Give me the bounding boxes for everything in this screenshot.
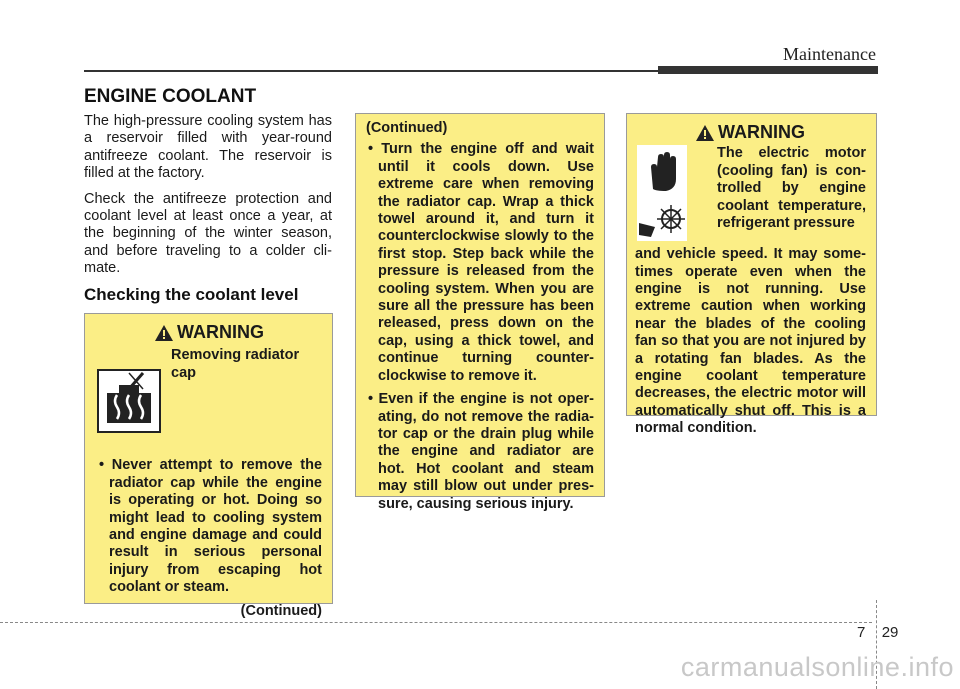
intro-paragraph-2: Check the antifreeze protection and coolant level at least once a year, at the beginning of the winter season, and before traveling to a colder cli-mate. — [84, 190, 332, 277]
warning-text-below: and vehicle speed. It may some-times operate even when the engine is not running. Use extreme caution when working near the blades of the cooling fan so that you are not injured by a rotating fan blades. As the engine coolant temperature decreases, the electric motor will automatically shut off. This is a normal condition. — [635, 246, 866, 437]
continued-label: (Continued) — [240, 602, 322, 619]
warning-box-cooling-fan — [626, 113, 877, 437]
page-number-value: 29 — [881, 624, 899, 641]
hot-radiator-cap-icon — [97, 369, 161, 433]
header-rule-accent — [658, 66, 878, 74]
warning-text-beside: The electric motor (cooling fan) is con-trolled by engine coolant temperature, refrigerant pressure — [717, 145, 866, 232]
intro-paragraph-1: The high-pressure cooling system has a reservoir filled with year-round antifreeze coolant. The reservoir is filled at the factory. — [84, 113, 332, 182]
chapter-number: 7 — [857, 624, 866, 641]
warning-triangle-icon — [696, 125, 714, 141]
warning-bullet-1: • Turn the engine off and wait until it cools down. Use extreme care when removing the radiator cap. Wrap a thick towel around it, and turn it counterclockwise slowly to the first stop. Step back while the pressure is released from the cooling system. When you are sure all the pressure has been released, press down on the cap, using a thick towel, and continue turning counter-clockwise to remove it. — [368, 141, 594, 384]
intro-text — [84, 113, 332, 286]
cooling-fan-hazard-icon — [637, 201, 695, 241]
warning-icon-row — [97, 345, 322, 433]
page-number — [857, 624, 898, 641]
section-title: ENGINE COOLANT — [84, 86, 257, 107]
subheading: Checking the coolant level — [84, 285, 299, 304]
warning-box-radiator-cap — [84, 313, 333, 619]
stop-hand-icon — [637, 145, 695, 209]
continued-heading: (Continued) — [366, 120, 448, 136]
warning-bullet-2: • Even if the engine is not oper-ating, do not remove the radia-tor cap or the drain plug while the engine and radiator are hot. Hot coolant and steam may still blow out under pres-sure, causing serious injury. — [368, 391, 594, 512]
fan-warning-icons — [635, 145, 703, 246]
warning-icon-row — [635, 145, 866, 246]
watermark: carmanualsonline.info — [680, 652, 954, 682]
header-section-label: Maintenance — [783, 44, 876, 64]
warning-triangle-icon — [155, 325, 173, 341]
warning-box-continued — [355, 113, 605, 512]
footer-divider — [0, 622, 872, 623]
icon-caption: Removing radiator cap — [171, 347, 300, 381]
warning-heading: WARNING — [97, 324, 322, 341]
warning-heading: WARNING — [635, 124, 866, 141]
warning-bullet: • Never attempt to remove the radiator cap while the engine is operating or hot. Doing so might lead to cooling system and engine damage and could result in serious personal injury from escaping hot coolant or steam. — [99, 457, 323, 596]
